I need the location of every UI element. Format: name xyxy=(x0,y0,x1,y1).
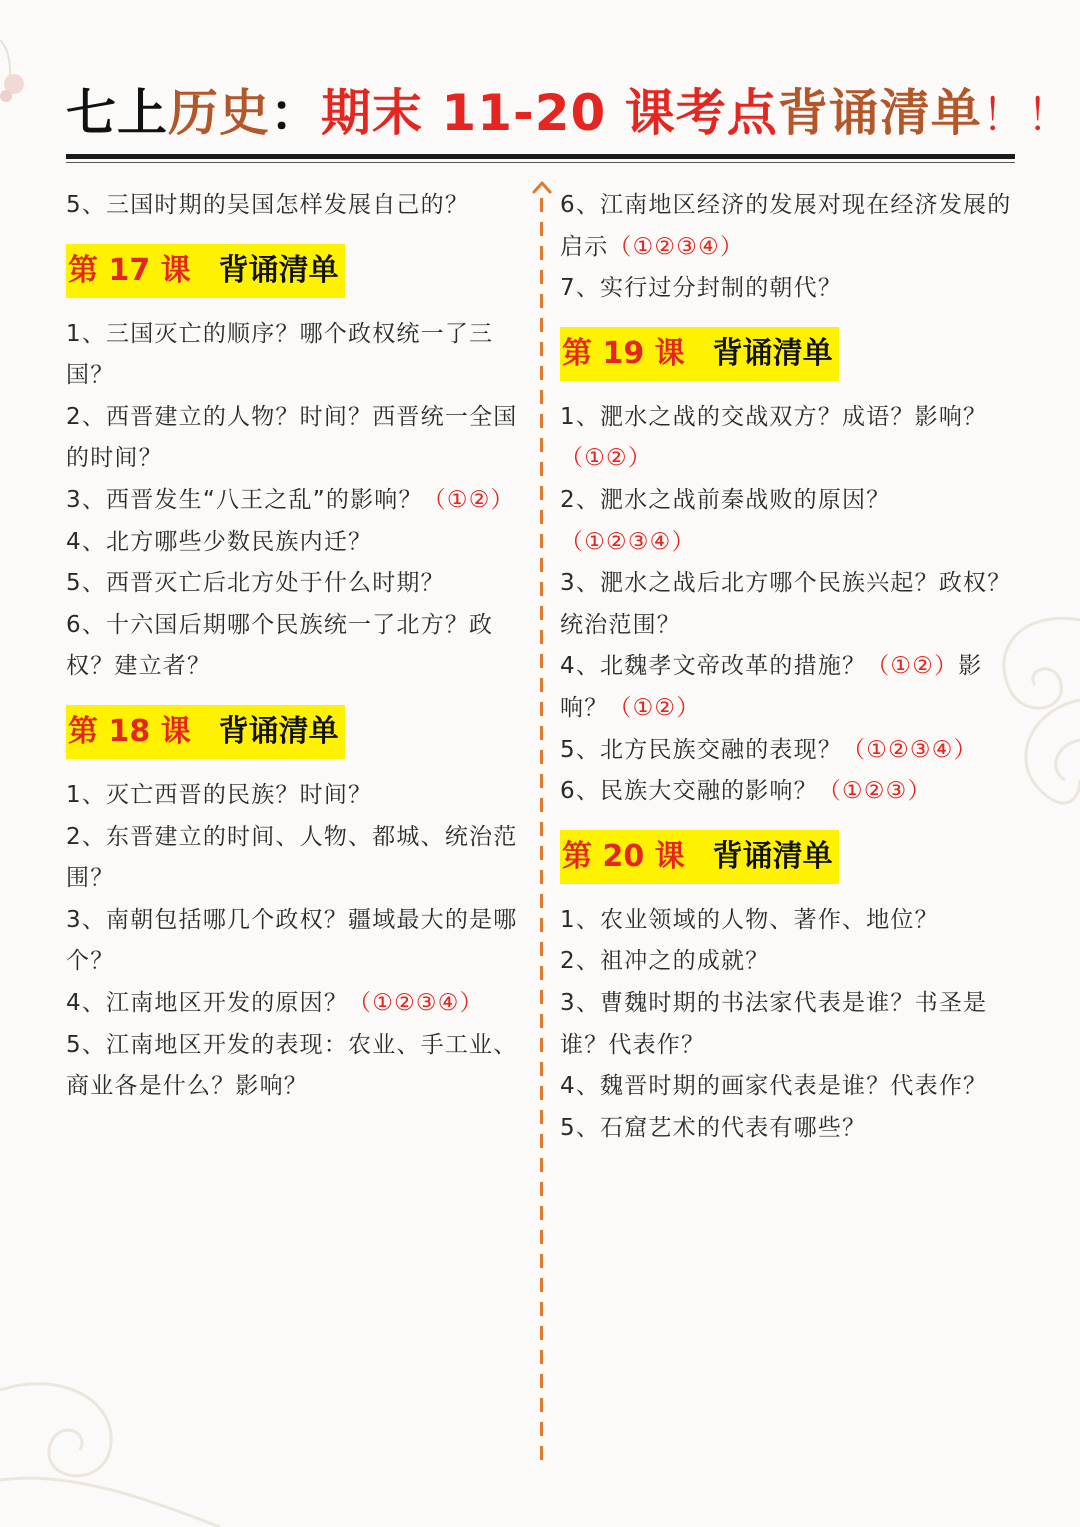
column-divider xyxy=(540,198,543,1466)
question-item: 2、东晋建立的时间、人物、都城、统治范围？ xyxy=(66,823,518,892)
question-item: 4、北方哪些少数民族内迁？ xyxy=(66,528,373,555)
flower-decoration xyxy=(0,0,60,110)
question-item: 1、灭亡西晋的民族？时间？ xyxy=(66,781,373,808)
cloud-pattern-decoration xyxy=(0,1330,230,1527)
answer-count-mark: （①②③④） xyxy=(348,989,484,1016)
title-checklist: 背诵清单 xyxy=(777,84,982,142)
question-item xyxy=(560,771,1015,813)
lesson-label: 第 18 课 xyxy=(68,713,191,749)
question-text: 2、淝水之战前秦战败的原因？ xyxy=(560,486,891,513)
question-item: 1、农业领域的人物、著作、地位？ xyxy=(560,906,939,933)
lesson-label: 第 17 课 xyxy=(68,252,191,288)
question-item: 4、魏晋时期的画家代表是谁？代表作？ xyxy=(560,1073,988,1100)
question-item: 3、南朝包括哪几个政权？疆域最大的是哪个？ xyxy=(66,906,518,975)
answer-count-mark: （①②③④） xyxy=(608,233,745,260)
question-text: 4、江南地区开发的原因？ xyxy=(66,989,349,1016)
lesson-20-heading xyxy=(560,830,839,884)
question-text: 6、江南地区经济的发展对现在经济发展的启示 xyxy=(560,192,1012,260)
question-text: 3、西晋发生“八王之乱”的影响？ xyxy=(66,486,423,513)
lesson-subtitle: 背诵清单 xyxy=(218,713,339,749)
question-item: 1、三国灭亡的顺序？哪个政权统一了三国？ xyxy=(66,320,494,389)
question-item: 5、西晋灭亡后北方处于什么时期？ xyxy=(66,570,445,597)
answer-count-mark: （①②③） xyxy=(817,778,932,805)
question-item xyxy=(560,730,1015,772)
answer-count-mark: （①②） xyxy=(866,653,959,680)
lesson-17-heading xyxy=(66,244,345,298)
lesson-subtitle: 背诵清单 xyxy=(712,838,833,874)
title-subject: 历史 xyxy=(168,84,270,142)
question-item: 2、祖冲之的成就？ xyxy=(560,948,770,975)
lesson-label: 第 20 课 xyxy=(562,838,685,874)
question-item: 6、十六国后期哪个民族统一了北方？政权？建立者？ xyxy=(66,611,494,680)
title-range: 期末 11-20 课考点 xyxy=(321,84,778,142)
question-item xyxy=(560,397,1015,480)
answer-count-mark: （①②） xyxy=(608,694,701,721)
question-text: 5、北方民族交融的表现？ xyxy=(560,736,843,763)
right-column xyxy=(560,185,1015,1149)
question-item: 2、西晋建立的人物？时间？西晋统一全国的时间？ xyxy=(66,403,518,472)
answer-count-mark: （①②③④） xyxy=(842,736,978,763)
lesson-label: 第 19 课 xyxy=(562,335,685,371)
question-item: 5、三国时期的吴国怎样发展自己的？ xyxy=(66,192,470,218)
question-text: 影响？ xyxy=(560,653,983,721)
page-title xyxy=(66,78,1072,148)
left-column xyxy=(66,185,521,1108)
title-exclamation: ！！ xyxy=(981,90,1072,141)
lesson-subtitle: 背诵清单 xyxy=(712,335,833,371)
answer-count-mark: （①②） xyxy=(422,486,515,513)
question-item: 7、实行过分封制的朝代？ xyxy=(560,275,843,302)
answer-count-mark: （①②） xyxy=(560,445,653,472)
title-colon: ： xyxy=(270,84,321,142)
question-item: 5、江南地区开发的表现：农业、手工业、商业各是什么？影响？ xyxy=(66,1031,518,1100)
question-text: 6、民族大交融的影响？ xyxy=(560,778,818,805)
question-item xyxy=(560,646,1015,729)
lesson-subtitle: 背诵清单 xyxy=(218,252,339,288)
question-item: 5、石窟艺术的代表有哪些？ xyxy=(560,1114,867,1141)
question-item xyxy=(560,185,1015,268)
question-item: 3、淝水之战后北方哪个民族兴起？政权？统治范围？ xyxy=(560,570,1012,638)
question-text: 4、北魏孝文帝改革的措施？ xyxy=(560,653,867,680)
question-item xyxy=(66,983,521,1025)
lesson-19-heading xyxy=(560,327,839,381)
question-text: 1、淝水之战的交战双方？成语？影响？ xyxy=(560,403,988,430)
question-item: 3、曹魏时期的书法家代表是谁？书圣是谁？代表作？ xyxy=(560,989,988,1058)
answer-count-mark: （①②③④） xyxy=(560,528,696,555)
title-underline-thin xyxy=(66,162,1015,163)
lesson-18-heading xyxy=(66,705,345,759)
question-item xyxy=(66,480,521,522)
title-grade: 七上 xyxy=(66,84,168,142)
title-underline-thick xyxy=(66,154,1015,159)
question-item xyxy=(560,480,1015,563)
